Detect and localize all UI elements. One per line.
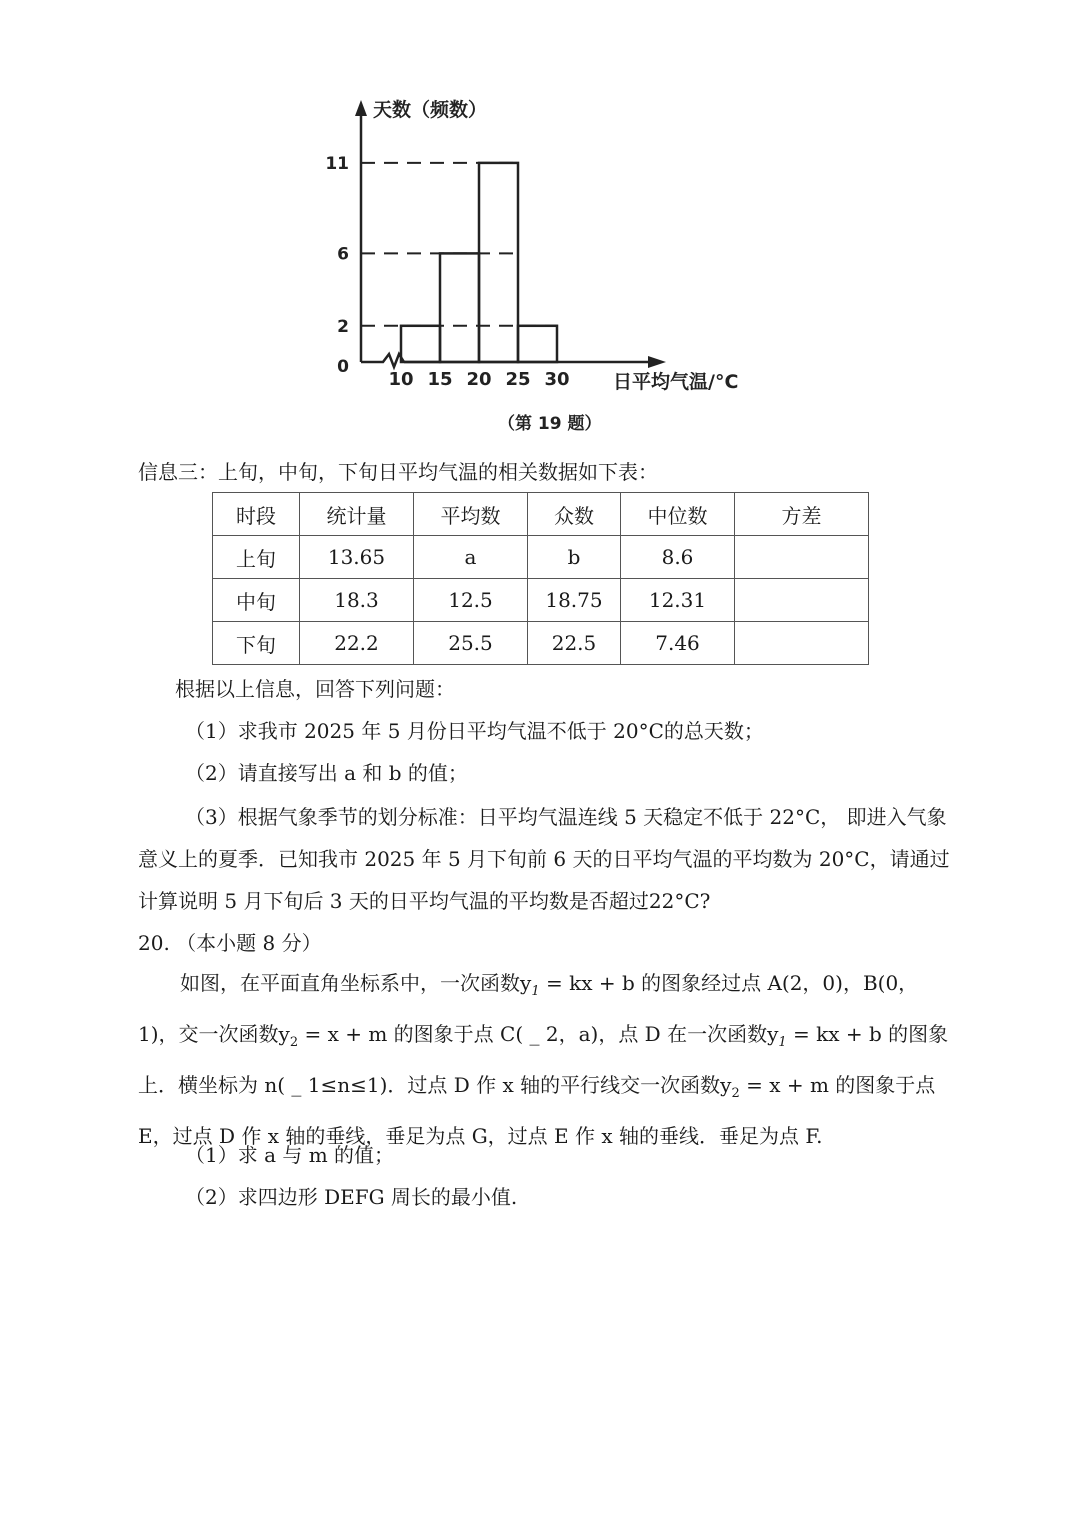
y-axis-arrow	[355, 100, 367, 116]
table-row	[213, 622, 869, 665]
table-cell: 22.2	[300, 622, 414, 665]
table-cell: 8.6	[621, 536, 735, 579]
formula: = x + m	[304, 1022, 388, 1046]
question-intro: 根据以上信息，回答下列问题：	[175, 677, 455, 701]
text-segment: 的图象于点 C( _ 2，a)，点 D 在一次函数	[387, 1022, 768, 1046]
text-segment: 如图，在平面直角坐标系中，一次函数	[180, 971, 520, 995]
function-y1: $y_1$ = kx + b	[520, 971, 635, 999]
histogram-bar	[401, 326, 440, 362]
function-y2: $y_2 = x + m$	[278, 1022, 388, 1050]
table-cell	[735, 536, 869, 579]
table-header-cell: 统计量	[300, 493, 414, 536]
histogram-chart	[320, 90, 760, 400]
formula: = kx + b	[793, 1022, 882, 1046]
chart-guide-lines	[361, 163, 557, 326]
table-cell: 18.75	[528, 579, 621, 622]
question-20-part-2: （2）求四边形 DEFG 周长的最小值.	[185, 1185, 518, 1209]
table-cell: 上旬	[213, 536, 300, 579]
x-tick-label: 30	[544, 369, 570, 390]
y-tick-label: 0	[337, 357, 349, 377]
subscript: 2	[731, 1086, 740, 1101]
table-header-cell: 中位数	[621, 493, 735, 536]
table-header-cell: 时段	[213, 493, 300, 536]
y-tick-label: 2	[337, 316, 349, 337]
question-20-title: 20. （本小题 8 分）	[138, 931, 322, 955]
table-header-cell: 众数	[528, 493, 621, 536]
subscript: 2	[289, 1035, 299, 1050]
text-segment: 的图象上．横坐标为 n( _ 1≤n≤1)．过点 D 作 x 轴的平行线交一次函数	[138, 1022, 949, 1097]
x-axis-arrow	[648, 356, 666, 368]
table-row	[213, 536, 869, 579]
table-cell: 25.5	[414, 622, 528, 665]
table-cell: 13.65	[300, 536, 414, 579]
x-tick-label: 15	[427, 369, 453, 390]
table-cell: 7.46	[621, 622, 735, 665]
table-header-cell: 方差	[735, 493, 869, 536]
histogram-bar	[518, 326, 557, 362]
figure-caption: （第 19 题）	[498, 414, 602, 434]
x-tick-label: 25	[505, 369, 531, 390]
function-y2: $y_2 = x + m$	[720, 1073, 829, 1101]
chart-labels	[325, 98, 738, 393]
table-header-cell: 平均数	[414, 493, 528, 536]
table-cell: 22.5	[528, 622, 621, 665]
question-19-part-1: （1）求我市 2025 年 5 月份日平均气温不低于 20°C的总天数；	[185, 719, 764, 743]
statistics-table	[212, 492, 869, 665]
function-y1: $y_1$ = kx + b	[767, 1022, 882, 1050]
y-axis-label: 天数（频数）	[373, 99, 488, 121]
table-header-row	[213, 493, 869, 536]
y-tick-label: 11	[325, 153, 349, 174]
question-19-part-2: （2）请直接写出 a 和 b 的值；	[185, 761, 468, 785]
histogram-bar	[440, 253, 479, 362]
formula: = kx + b	[545, 971, 635, 995]
info-three-text: 信息三：上旬，中旬，下旬日平均气温的相关数据如下表：	[138, 460, 658, 484]
x-tick-label: 10	[388, 369, 414, 390]
text-segment: 的图象经过点 A(2，0)，B(0，1)，交一次函数	[138, 971, 919, 1046]
question-20-part-1: （1）求 a 与 m 的值；	[185, 1143, 395, 1167]
table-cell: 12.5	[414, 579, 528, 622]
table-cell: 下旬	[213, 622, 300, 665]
subscript: 1	[778, 1035, 787, 1050]
x-axis-break	[361, 354, 404, 367]
histogram-bar	[479, 163, 518, 362]
chart-bars	[401, 163, 557, 362]
y-tick-label: 6	[337, 244, 349, 265]
table-cell: a	[414, 536, 528, 579]
formula: = x + m	[746, 1073, 829, 1097]
table-cell: 中旬	[213, 579, 300, 622]
table-cell	[735, 622, 869, 665]
x-axis-label: 日平均气温/°C	[613, 371, 739, 393]
table-cell: b	[528, 536, 621, 579]
subscript: 1	[531, 984, 540, 999]
question-20-body	[138, 962, 950, 1157]
table-row	[213, 579, 869, 622]
question-19-part-3: （3）根据气象季节的划分标准：日平均气温连线 5 天稳定不低于 22°C， 即进入气象意义上的夏季．已知我市 2025 年 5 月下旬前 6 天的日平均气温的平均数为 20°C，请通过计算说明 5 月下旬后 3 天的日平均气温的平均数是否超过22°C?	[138, 805, 950, 913]
table-cell	[735, 579, 869, 622]
text-segment: 的图象于点 E，过点 D 作 x 轴的垂线，垂足为点 G，过点 E 作 x 轴的垂线．垂足为点 F.	[138, 1073, 936, 1148]
x-tick-label: 20	[466, 369, 492, 390]
table-cell: 18.3	[300, 579, 414, 622]
table-cell: 12.31	[621, 579, 735, 622]
